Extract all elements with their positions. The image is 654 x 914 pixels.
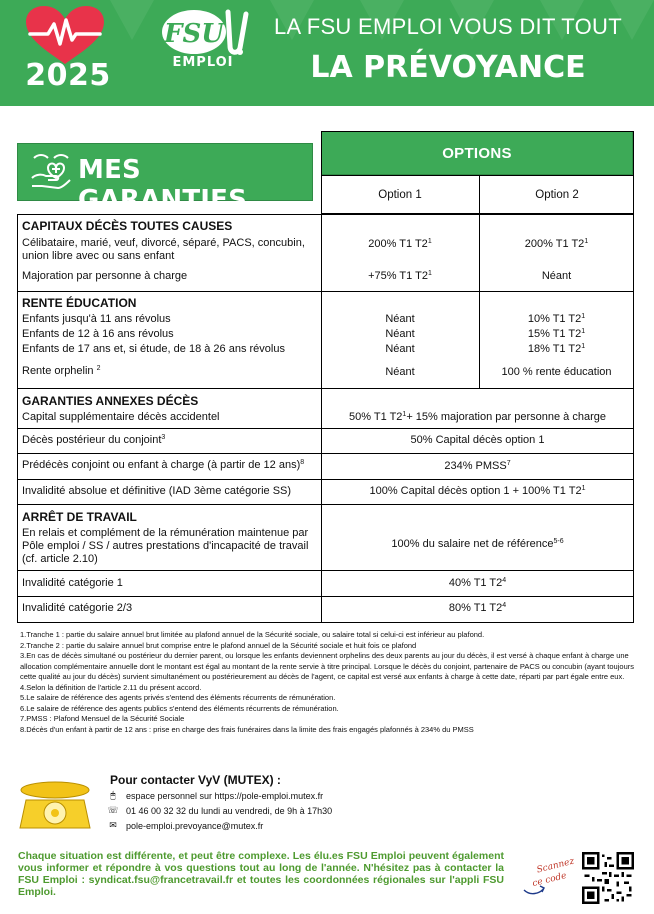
rente-row1-label: Enfants jusqu'à 11 ans révolus	[22, 313, 171, 325]
logo-subtitle: EMPLOI	[172, 55, 234, 70]
contact-title: Pour contacter VyV (MUTEX) :	[110, 773, 281, 787]
annexes-row2-label: Décès postérieur du conjoint$^3$	[22, 434, 166, 446]
rente-row1-option1: Néant	[385, 313, 415, 325]
section-title: MES GARANTIES	[78, 155, 248, 215]
capitaux-row1-label: Célibataire, marié, veuf, divorcé, séparé, PACS, concubin, union libre avec ou sans enfant	[22, 237, 305, 262]
arret-row2-label: Invalidité catégorie 1	[22, 577, 123, 589]
options-header: OPTIONS	[321, 131, 633, 175]
annexes-row2-value: 50% Capital décès option 1	[410, 434, 545, 446]
footnote-6: 6.Le salaire de référence des agents publics s'entend des éléments récurrents de rémunération.	[20, 703, 339, 713]
telephone-icon	[16, 780, 94, 830]
rente-row3-option2: 18% T1 $T2^1$	[527, 343, 586, 355]
header-banner	[0, 0, 654, 106]
section-arret-title: ARRÊT DE TRAVAIL	[22, 510, 137, 524]
footer-text: Chaque situation est différente, et peut être complexe. Les élu.es FSU Emploi peuvent également vous informer et répondre à vos questions tout au long de l'année. N'hésitez pas à contacter la FSU Emploi : syndicat.fsu@francetravail.fr et toutes les coordonnées régionales sur l'appli FSU Emploi.	[18, 850, 504, 898]
footnote-7: 7.PMSS : Plafond Mensuel de la Sécurité Sociale	[20, 714, 185, 723]
arret-row2-value: 40% T1 $T2^4$	[448, 577, 507, 589]
email-icon: ✉	[109, 820, 117, 830]
scan-text-1: Scannez	[535, 856, 576, 876]
section-capitaux-title: CAPITAUX DÉCÈS TOUTES CAUSES	[22, 219, 233, 233]
page-title: LA PRÉVOYANCE	[310, 50, 586, 85]
year-label: 2025	[25, 58, 111, 93]
rente-row1-option2: 10% T1 $T2^1$	[527, 313, 586, 325]
heart-pulse-icon	[22, 4, 108, 66]
annexes-row3-value: 234% PMSS$^7$	[444, 460, 511, 472]
annexes-row1-label: Capital supplémentaire décès accidentel	[22, 411, 220, 423]
capitaux-row2-option2: Néant	[541, 270, 572, 282]
footnote-1: 1.Tranche 1 : partie du salaire annuel brut limitée au plafond annuel de la Sécurité sociale, ou salaire total si celui-ci est inférieur au plafond.	[20, 630, 485, 639]
contact-email[interactable]: ✉ pole-emploi.prevoyance@mutex.fr	[106, 820, 263, 831]
option-1-header: Option 1	[378, 188, 422, 201]
arret-row1-value: 100% du salaire net de référence$^{5-6}$	[391, 538, 564, 550]
mouse-icon: 🖱	[110, 790, 116, 800]
capitaux-row1-option1: 200% T1 $T2^1$	[368, 238, 432, 250]
annexes-row3-label: Prédécès conjoint ou enfant à charge (à partir de 12 ans)$^8$	[22, 459, 305, 471]
rente-row2-label: Enfants de 12 à 16 ans révolus	[22, 328, 174, 340]
svg-text:FSU: FSU	[164, 19, 224, 49]
contact-web[interactable]: 🖱 espace personnel sur https://pole-emploi.mutex.fr	[106, 790, 323, 801]
section-annexes-title: GARANTIES ANNEXES DÉCÈS	[22, 394, 199, 408]
capitaux-row1-option2: 200% T1 $T2^1$	[524, 238, 589, 250]
capitaux-row2-option1: +75% T1 $T2^1$	[368, 270, 432, 282]
mes-garanties-banner	[17, 143, 313, 215]
phone-icon: ☏	[107, 805, 119, 815]
rente-row2-option1: Néant	[385, 328, 415, 340]
scan-code-label	[516, 852, 576, 898]
footnote-2: 2.Tranche 2 : partie du salaire annuel brut comprise entre le plafond annuel de la Sécurité sociale et huit fois ce plafond	[20, 640, 417, 650]
capitaux-row2-label: Majoration par personne à charge	[22, 270, 188, 282]
rente-row3-option1: Néant	[385, 343, 415, 355]
rente-row4-label: Rente orphelin $^2$	[22, 365, 101, 377]
contact-phone[interactable]: ☏ 01 46 00 32 32 du lundi au vendredi, de 9h à 17h30	[107, 805, 333, 816]
arret-row1-label: En relais et complément de la rémunération maintenue par Pôle emploi / SS / autres prestations d'incapacité de travail (cf. article 2.10)	[22, 527, 309, 565]
annexes-row1-value: 50% T1 $T2^1+ 15\%$ majoration par personne à charge	[349, 411, 606, 423]
rente-row4-option2: 100 % rente éducation	[501, 366, 612, 378]
footnote-8: 8.Décès d'un enfant à partir de 12 ans : prise en charge des frais funéraires dans la limite des frais engagés plafonnés à 234% du PMSS	[20, 724, 474, 734]
qr-code[interactable]	[582, 852, 634, 904]
option-2-header: Option 2	[479, 175, 634, 214]
rente-row3-label: Enfants de 17 ans et, si étude, de 18 à 26 ans révolus	[22, 343, 285, 355]
header-subtitle: LA FSU EMPLOI VOUS DIT TOUT	[274, 14, 622, 39]
arret-row3-value: 80% T1 $T2^4$	[448, 602, 507, 614]
footnotes	[20, 630, 636, 735]
footnote-5: 5.Le salaire de référence des agents privés s'entend des éléments récurrents de rémunération.	[20, 693, 336, 702]
annexes-row4-label: Invalidité absolue et définitive (IAD 3ème catégorie SS)	[22, 485, 292, 497]
scan-text-2: ce code	[531, 871, 568, 890]
arret-row3-label: Invalidité catégorie 2/3	[22, 602, 133, 614]
annexes-row4-value: 100% Capital décès option 1 + 100% T1 $T2^1$	[369, 485, 586, 497]
footnote-3: 3.En cas de décès simultané ou postérieur du dernier parent, ou lorsque les enfants deviennent orphelins des deux parents au jour du décès, il est versé à chaque enfant à charge une allocation complémentaire annuelle dont le montant est égal au montant de la rente servie à titre principal. Lorsque le décès du conjoint, partenaire de PACS ou concubin (ayant toujours cette qualité au jour du décès) survient simultanément ou postérieurement au décès de l'agent, ce capital est versé aux enfants à charge à cette date, réparti par part égale entre eux.	[20, 651, 634, 681]
hands-care-icon	[28, 152, 74, 194]
footnote-4: 4.Selon la définition de l'article 2.11 du présent accord.	[20, 682, 202, 692]
rente-row2-option2: 15% T1 $T2^1$	[527, 328, 586, 340]
rente-row4-option1: Néant	[385, 366, 415, 378]
section-rente-title: RENTE ÉDUCATION	[22, 296, 137, 310]
